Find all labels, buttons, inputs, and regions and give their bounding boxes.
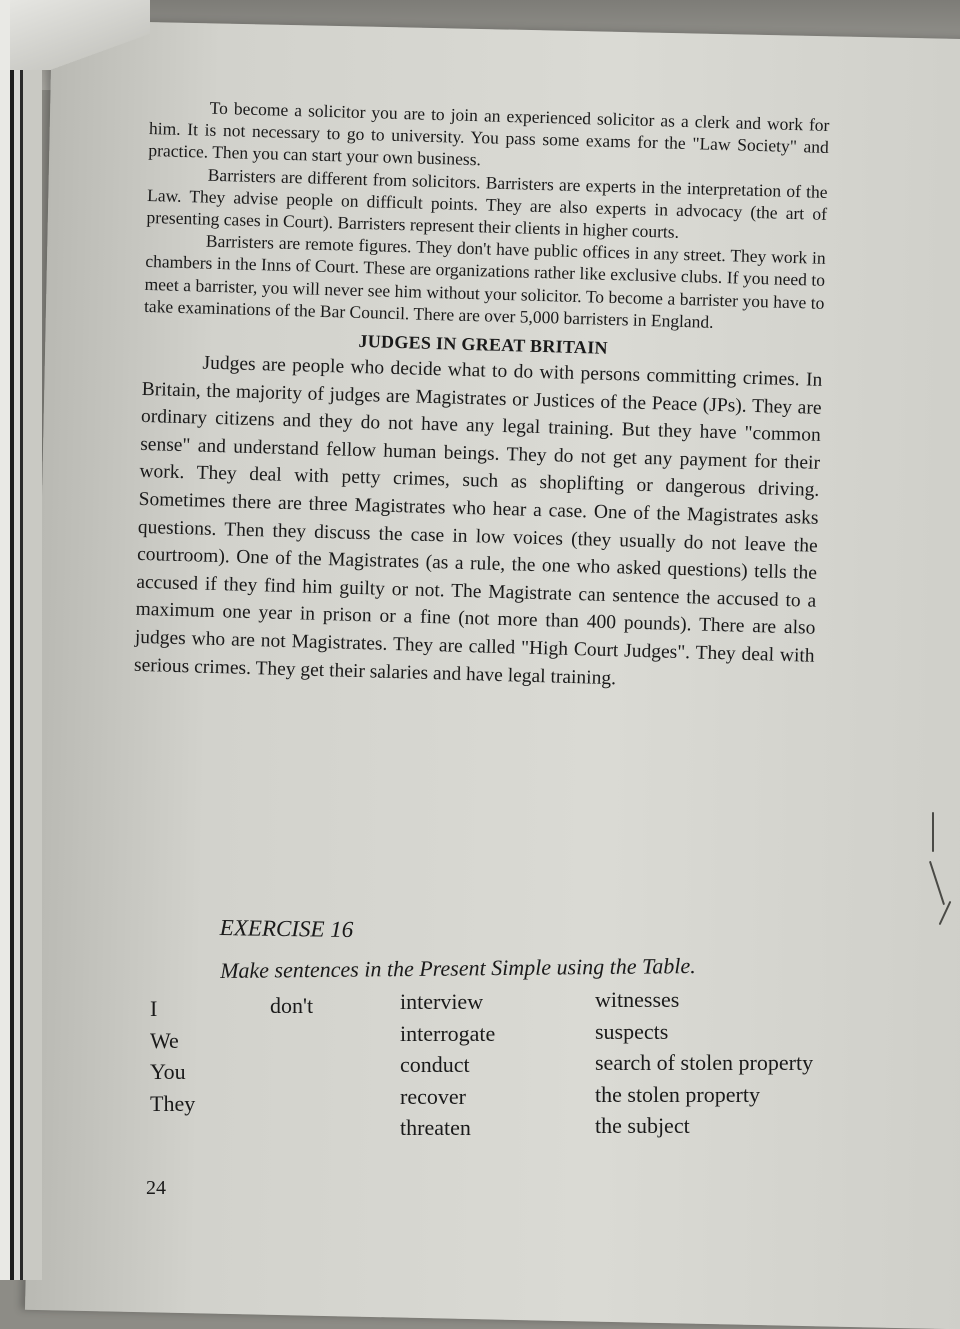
- pen-mark: [932, 812, 934, 852]
- object-cell: suspects: [595, 1018, 669, 1044]
- objects-column: [595, 984, 813, 1142]
- subject-cell: You: [150, 1059, 186, 1084]
- negation-column: [270, 990, 313, 1022]
- object-cell: the subject: [595, 1113, 690, 1138]
- exercise-instruction: Make sentences in the Present Simple using the Table.: [220, 953, 696, 983]
- page-number: 24: [146, 1177, 166, 1199]
- paragraph-solicitor: To become a solicitor you are to join an experienced solicitor as a clerk and work for him. It is not necessary to go to university. You pass some exams for the "Law Society" and practice. Then you can start your own business.: [148, 97, 830, 170]
- ring-binding: [0, 0, 42, 1280]
- page-curl: [10, 0, 150, 70]
- object-cell: the stolen property: [595, 1081, 760, 1107]
- verb-cell: conduct: [400, 1052, 470, 1077]
- negation-cell: don't: [270, 993, 314, 1018]
- verb-cell: threaten: [400, 1115, 471, 1140]
- paragraph-barristers-remote: Barristers are remote figures. They don't have public offices in any street. They work in chambers in the Inns of Court. These are organizations rather like exclusive clubs. If you need to meet a barrister, you will never see him without your solicitor. To become a barrister you have to take examinations of the Bar Council. There are over 5,000 barristers in England.: [143, 230, 826, 332]
- subjects-column: [150, 993, 195, 1119]
- verbs-column: [400, 986, 495, 1144]
- paragraph-barristers-experts: Barristers are different from solicitors. Barristers are experts in the interpretation of the Law. They advise people on difficult points. They are also experts in advocacy (the art of presenting cases in Court). Barristers represent their clients in higher courts.: [146, 164, 828, 242]
- body-text: [134, 95, 830, 698]
- verb-cell: interview: [400, 989, 484, 1014]
- object-cell: witnesses: [595, 987, 680, 1012]
- verb-cell: recover: [400, 1083, 466, 1109]
- subject-cell: They: [150, 1090, 196, 1116]
- paragraph-judges: Judges are people who decide what to do with persons committing crimes. In Britain, the majority of judges are Magistrates or Justices of the Peace (JPs). They are ordinary citizens and they do not have any legal training. But they have "common sense" and understand fellow human beings. They do not get any payment for their work. They deal with petty crimes, such as shoplifting or dangerous driving. Sometimes there are three Magistrates who hear a case. One of the Magistrates asks questions. Then they discuss the case in low voices (they usually do not leave the courtroom). One of the Magistrates (as a rule, the one who asked questions) tells the accused if they find him guilty or not. The Magistrate can sentence the accused to a maximum one year in prison or a fine (not more than 400 pounds). There are also judges who are not Magistrates. They are called "High Court Judges". They deal with serious crimes. They get their salaries and have legal training.: [133, 352, 823, 689]
- exercise-title: EXERCISE 16: [219, 915, 354, 943]
- object-cell: search of stolen property: [595, 1050, 814, 1075]
- subject-cell: I: [150, 996, 158, 1021]
- section-heading: JUDGES IN GREAT BRITAIN: [358, 330, 609, 358]
- verb-cell: interrogate: [400, 1020, 496, 1046]
- subject-cell: We: [150, 1027, 179, 1053]
